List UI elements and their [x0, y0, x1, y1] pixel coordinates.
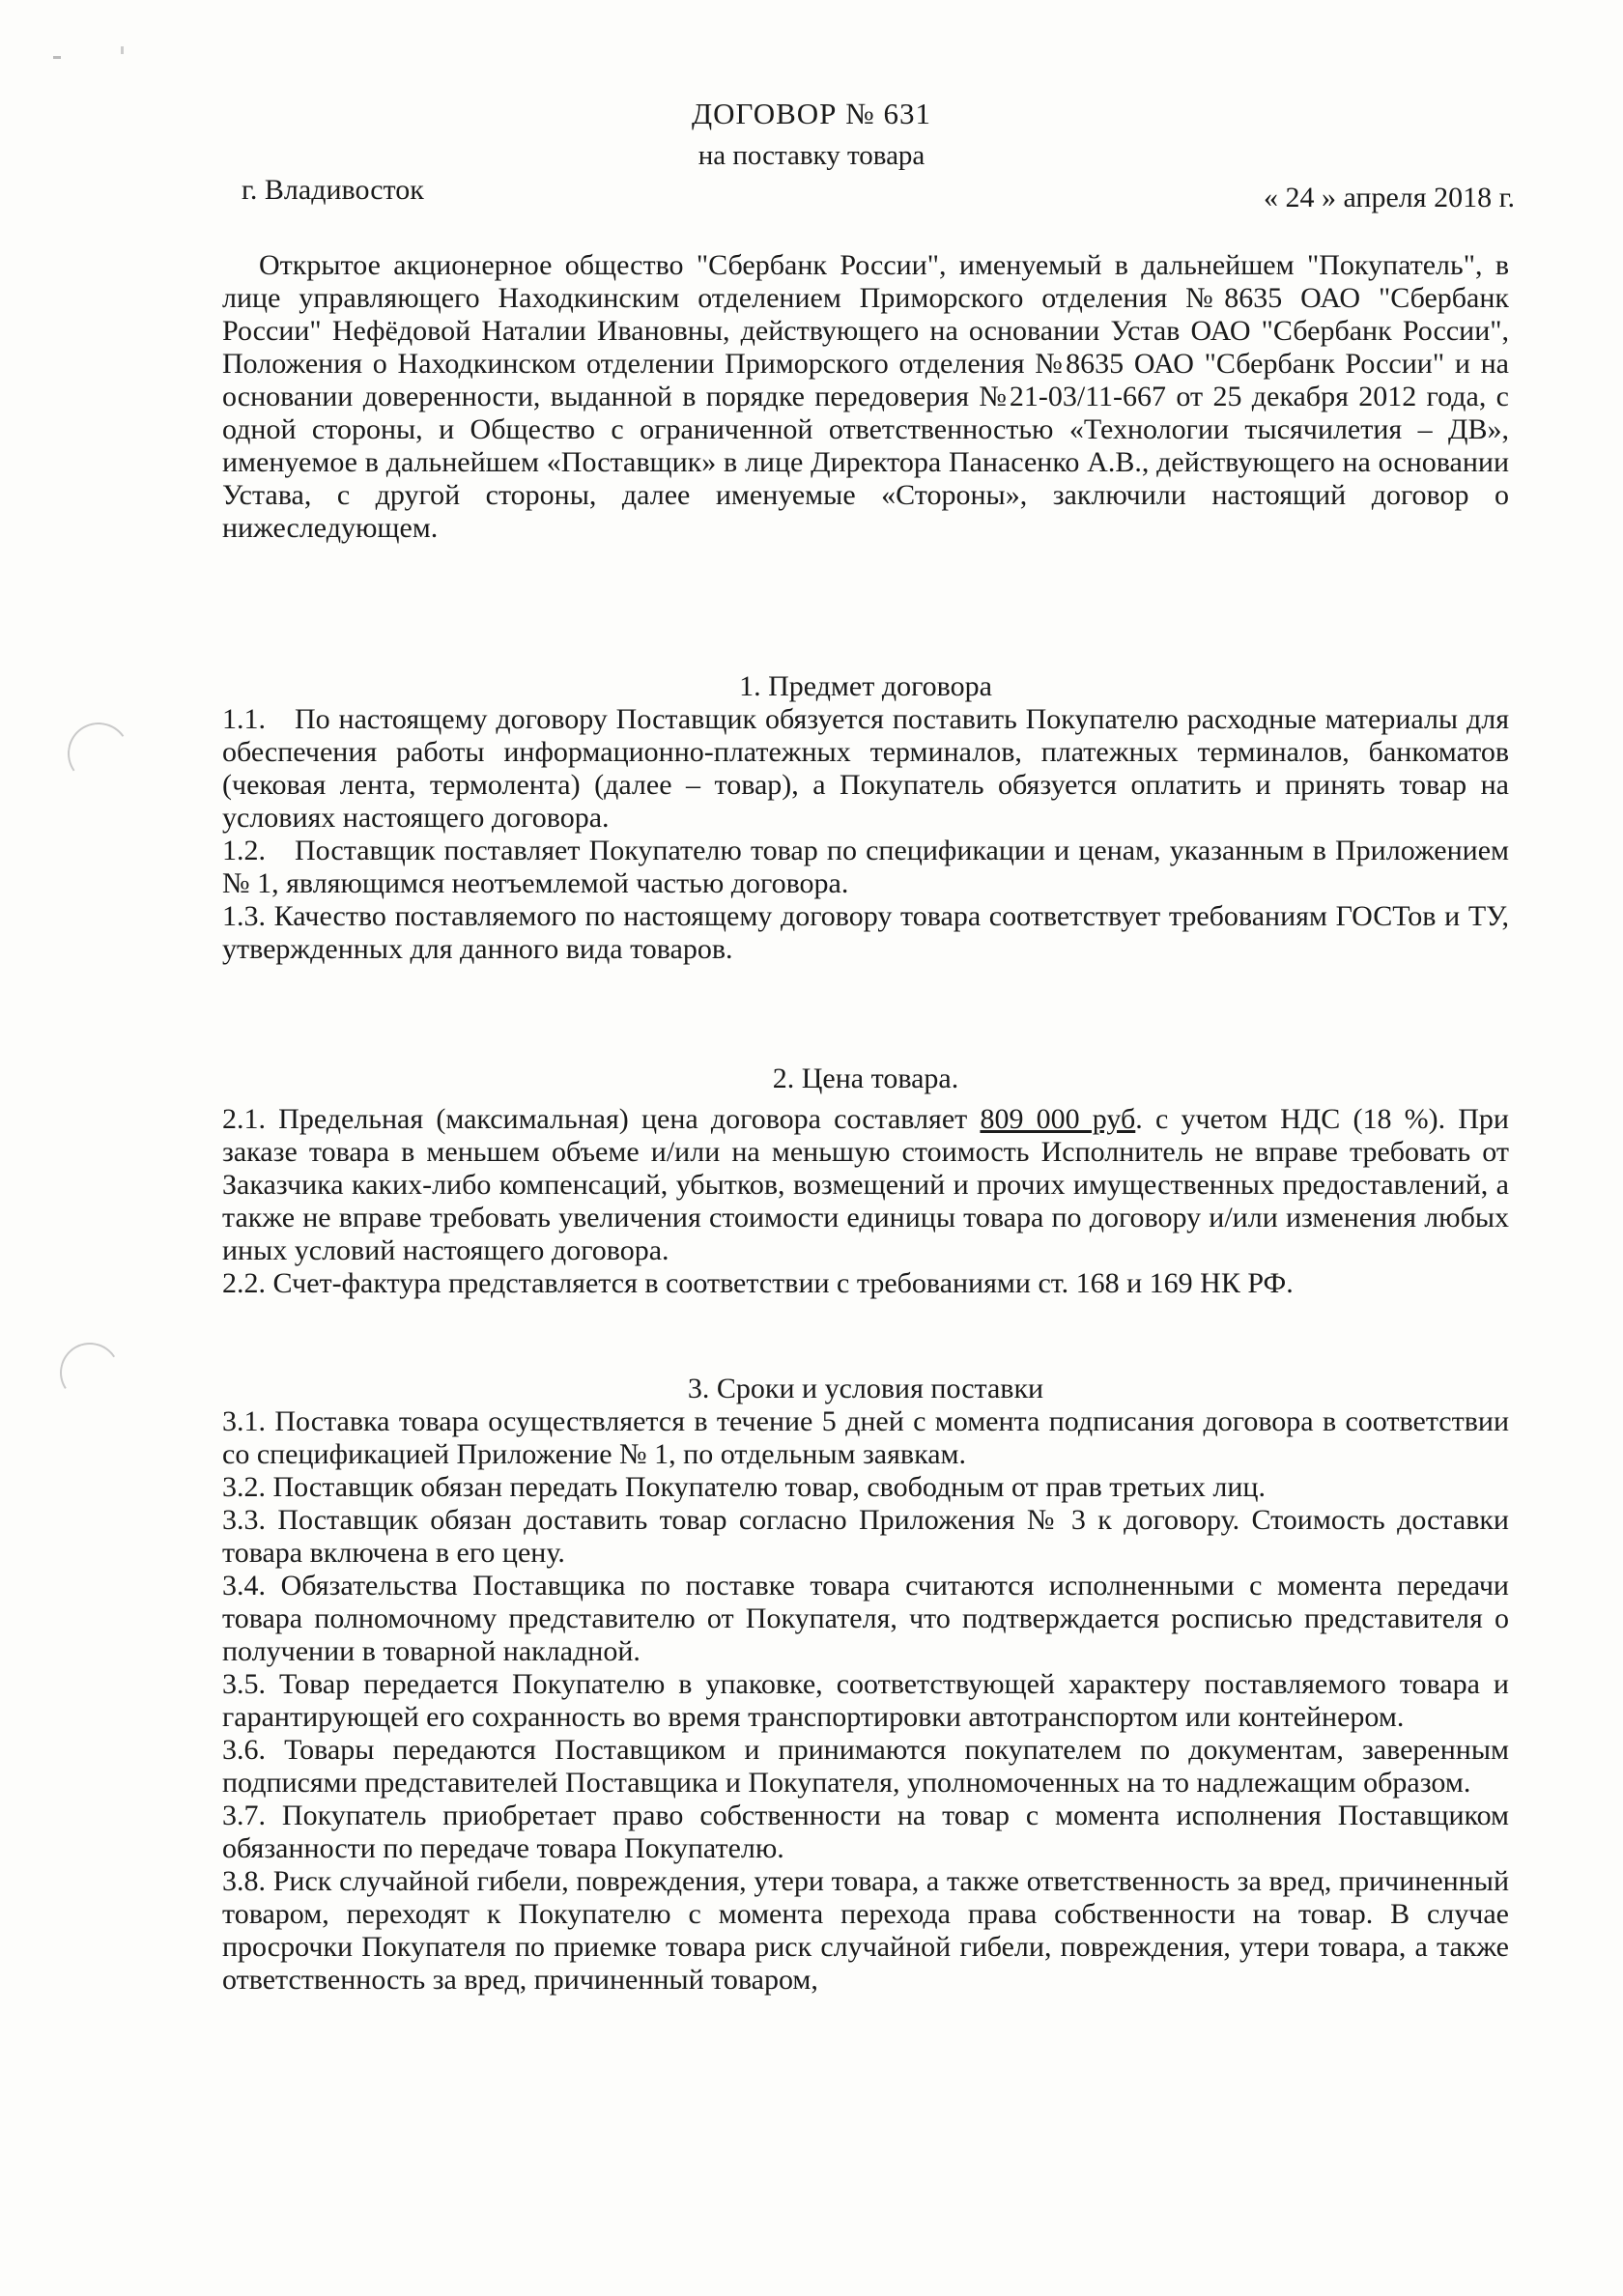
clause-1-2	[222, 835, 1509, 900]
clause-text: . с учетом НДС (18 %). При заказе товара в меньшем объеме и/или на меньшую стоимость Исполнитель не вправе требовать от Заказчика каких-либо компенсаций, убытков, возмещений и прочих имущественных предоставлений, а также не вправе требовать увеличения стоимости единицы товара по договору и/или изменения любых иных условий настоящего договора.	[222, 1103, 1509, 1266]
clause-1-3: 1.3. Качество поставляемого по настоящему договору товара соответствует требованиям ГОСТов и ТУ, утвержденных для данного вида товаров.	[222, 900, 1509, 965]
clause-2-2: 2.2. Счет-фактура представляется в соответствии с требованиями ст. 168 и 169 НК РФ.	[222, 1267, 1294, 1299]
clause-3-1: 3.1. Поставка товара осуществляется в течение 5 дней с момента подписания договора в соответствии со спецификацией Приложение № 1, по отдельным заявкам.	[222, 1405, 1509, 1470]
contract-date: « 24 » апреля 2018 г.	[1264, 182, 1515, 213]
contract-city: г. Владивосток	[242, 174, 424, 206]
clause-text: По настоящему договору Поставщик обязуется поставить Покупателю расходные материалы для обеспечения работы информационно-платежных терминалов, платежных терминалов, банкоматов (чековая лента, термолента) (далее – товар), а Покупатель обязуется оплатить и принять товар на условиях настоящего договора.	[222, 703, 1509, 834]
clause-3-3: 3.3. Поставщик обязан доставить товар согласно Приложения № 3 к договору. Стоимость доставки товара включена в его цену.	[222, 1504, 1509, 1569]
clause-text: 2.1. Предельная (максимальная) цена договора составляет	[222, 1103, 981, 1135]
scan-speck	[121, 46, 124, 54]
section-delivery	[222, 1373, 1509, 1997]
intro-text: Открытое акционерное общество "Сбербанк России", именуемый в дальнейшем "Покупатель", в лице управляющего Находкинским отделением Приморского отделения №8635 ОАО "Сбербанк России" Нефёдовой Наталии Ивановны, действующего на основании Устав ОАО "Сбербанк России", Положения о Находкинском отделении Приморского отделения №8635 ОАО "Сбербанк России" и на основании доверенности, выданной в порядке передоверия №21-03/11-667 от 25 декабря 2012 года, с одной стороны, и Общество с ограниченной ответственностью «Технологии тысячилетия – ДВ», именуемое в дальнейшем «Поставщик» в лице Директора Панасенко А.В., действующего на основании Устава, с другой стороны, далее именуемые «Стороны», заключили настоящий договор о нижеследующем.	[222, 249, 1509, 544]
clause-1-1	[222, 703, 1509, 835]
section-subject	[222, 670, 1509, 966]
scan-speck	[53, 56, 61, 59]
clause-3-7: 3.7. Покупатель приобретает право собственности на товар с момента исполнения Поставщиком обязанности по передаче товара Покупателю.	[222, 1800, 1509, 1864]
clause-3-4: 3.4. Обязательства Поставщика по поставке товара считаются исполненными с момента передачи товара полномочному представителю от Покупателя, что подтверждается росписью представителя о получении в товарной накладной.	[222, 1570, 1509, 1667]
punch-hole-mark	[54, 1337, 126, 1408]
clause-3-6: 3.6. Товары передаются Поставщиком и принимаются покупателем по документам, заверенным подписями представителей Поставщика и Покупателя, уполномоченных на то надлежащим образом.	[222, 1734, 1509, 1799]
punch-hole-mark	[63, 718, 134, 789]
clause-3-2: 3.2. Поставщик обязан передать Покупателю товар, свободным от прав третьих лиц.	[222, 1471, 1266, 1503]
section-heading: 3. Сроки и условия поставки	[687, 1373, 1044, 1404]
intro-paragraph	[222, 249, 1509, 545]
clause-number: 1.2.	[222, 835, 266, 866]
clause-text: Поставщик поставляет Покупателю товар по спецификации и ценам, указанным в Приложением № 1, являющимся неотъемлемой частью договора.	[222, 835, 1509, 899]
clause-3-5: 3.5. Товар передается Покупателю в упаковке, соответствующей характеру поставляемого товара и гарантирующей его сохранность во время транспортировки автотранспортом или контейнером.	[222, 1668, 1509, 1733]
contract-subtitle: на поставку товара	[698, 140, 925, 171]
clause-3-8: 3.8. Риск случайной гибели, повреждения, утери товара, а также ответственность за вред, причиненный товаром, переходят к Покупателю с момента перехода права собственности на товар. В случае просрочки Покупателя по приемке товара риск случайной гибели, повреждения, утери товара, а также ответственность за вред, причиненный товаром,	[222, 1865, 1509, 1996]
clause-number: 1.1.	[222, 703, 266, 735]
section-heading: 1. Предмет договора	[739, 670, 992, 702]
section-heading: 2. Цена товара.	[772, 1063, 959, 1094]
section-price	[222, 1063, 1509, 1300]
contract-amount: 809 000 руб	[980, 1103, 1136, 1135]
contract-title: ДОГОВОР № 631	[692, 97, 931, 130]
clause-2-1	[222, 1103, 1509, 1267]
